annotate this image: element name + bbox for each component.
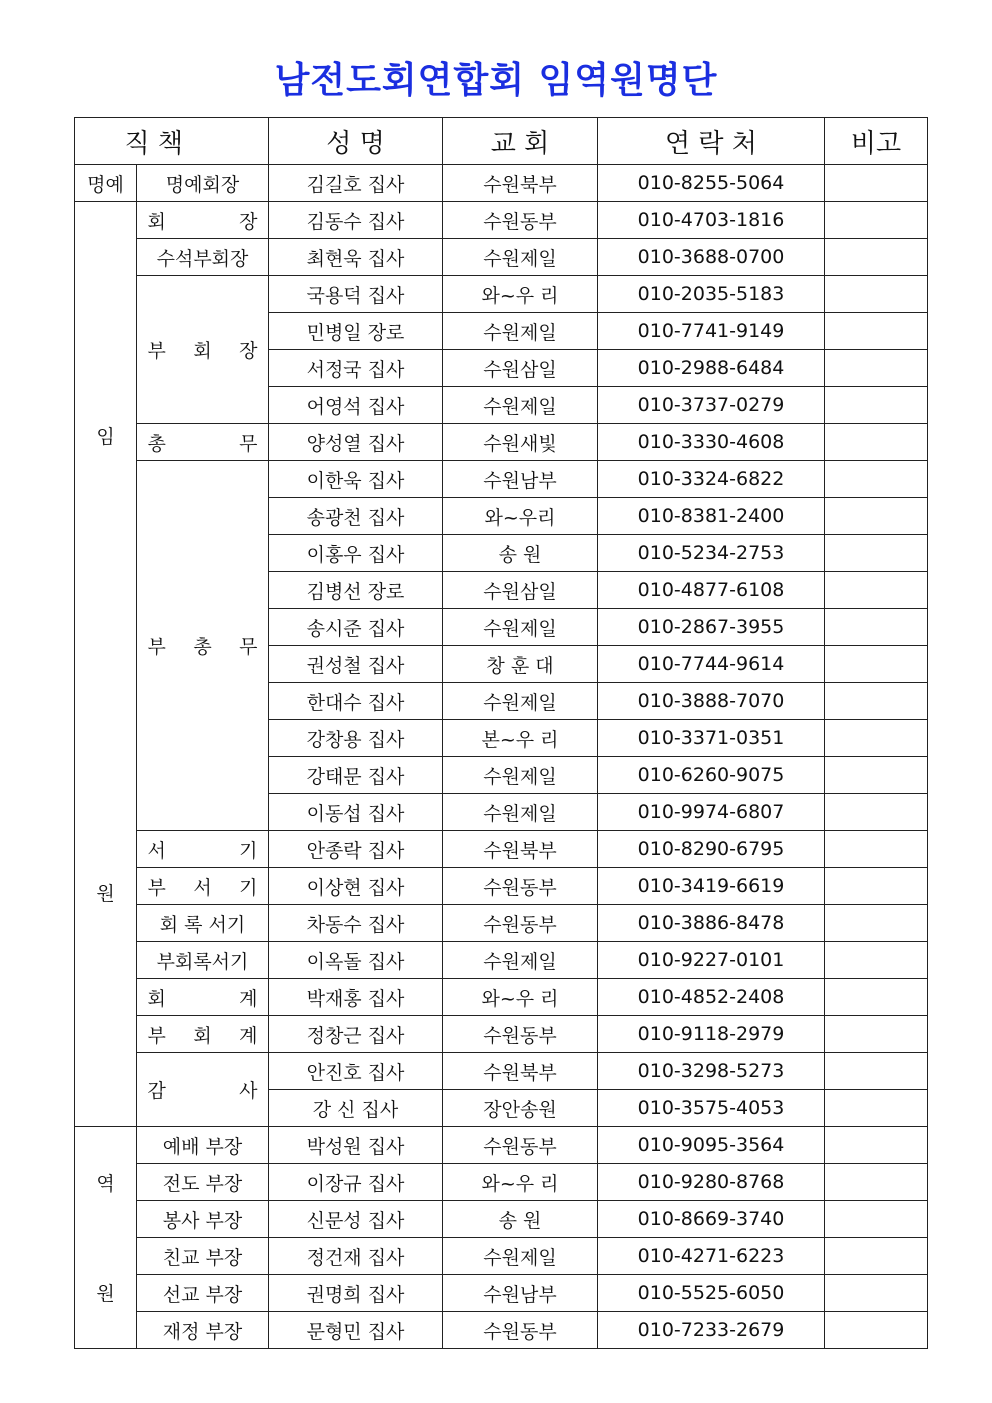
contact-cell: 010-4271-6223 <box>598 1238 825 1275</box>
contact-cell: 010-9227-0101 <box>598 942 825 979</box>
role-cell: 봉사 부장 <box>137 1201 269 1238</box>
contact-cell: 010-9280-8768 <box>598 1164 825 1201</box>
contact-cell: 010-8669-3740 <box>598 1201 825 1238</box>
name-cell: 박재홍 집사 <box>269 979 443 1016</box>
contact-cell: 010-7744-9614 <box>598 646 825 683</box>
table-row <box>75 1016 928 1053</box>
church-cell: 수원북부 <box>443 165 598 202</box>
note-cell <box>825 831 928 868</box>
contact-cell: 010-2035-5183 <box>598 276 825 313</box>
name-cell: 국용덕 집사 <box>269 276 443 313</box>
name-cell: 김길호 집사 <box>269 165 443 202</box>
name-cell: 강태문 집사 <box>269 757 443 794</box>
note-cell <box>825 1275 928 1312</box>
note-cell <box>825 942 928 979</box>
name-cell: 민병일 장로 <box>269 313 443 350</box>
church-cell: 본~우 리 <box>443 720 598 757</box>
table-row <box>75 165 928 202</box>
role-cell <box>137 831 269 868</box>
church-cell: 수원제일 <box>443 683 598 720</box>
contact-cell: 010-3330-4608 <box>598 424 825 461</box>
church-cell: 송 원 <box>443 1201 598 1238</box>
name-cell: 박성원 집사 <box>269 1127 443 1164</box>
name-cell: 차동수 집사 <box>269 905 443 942</box>
name-cell: 강창용 집사 <box>269 720 443 757</box>
note-cell <box>825 609 928 646</box>
table-row <box>75 202 928 239</box>
table-row <box>75 905 928 942</box>
church-cell: 와~우 리 <box>443 979 598 1016</box>
role-label: 회 계 <box>147 987 258 1010</box>
note-cell <box>825 905 928 942</box>
table-row <box>75 831 928 868</box>
note-cell <box>825 313 928 350</box>
contact-cell: 010-3688-0700 <box>598 239 825 276</box>
name-cell: 신문성 집사 <box>269 1201 443 1238</box>
church-cell: 창 훈 대 <box>443 646 598 683</box>
contact-cell: 010-8255-5064 <box>598 165 825 202</box>
name-cell: 최현욱 집사 <box>269 239 443 276</box>
church-cell: 송 원 <box>443 535 598 572</box>
church-cell: 와~우리 <box>443 498 598 535</box>
name-cell: 문형민 집사 <box>269 1312 443 1349</box>
church-cell: 수원삼일 <box>443 350 598 387</box>
table-row <box>75 461 928 498</box>
church-cell: 수원동부 <box>443 1016 598 1053</box>
role-cell: 회 록 서기 <box>137 905 269 942</box>
contact-cell: 010-6260-9075 <box>598 757 825 794</box>
header-note: 비고 <box>825 118 928 165</box>
role-cell <box>137 1016 269 1053</box>
contact-cell: 010-2988-6484 <box>598 350 825 387</box>
group-officers <box>75 202 137 1127</box>
church-cell: 수원동부 <box>443 1127 598 1164</box>
name-cell: 강 신 집사 <box>269 1090 443 1127</box>
table-row <box>75 1238 928 1275</box>
note-cell <box>825 720 928 757</box>
contact-cell: 010-8290-6795 <box>598 831 825 868</box>
role-cell <box>137 424 269 461</box>
contact-cell: 010-3886-8478 <box>598 905 825 942</box>
role-label: 서 기 <box>147 839 258 862</box>
church-cell: 수원제일 <box>443 239 598 276</box>
contact-cell: 010-8381-2400 <box>598 498 825 535</box>
group-label: 원 <box>96 883 115 906</box>
note-cell <box>825 202 928 239</box>
name-cell: 김동수 집사 <box>269 202 443 239</box>
page-title: 남전도회연합회 임역원명단 <box>274 60 718 101</box>
role-label: 회 장 <box>147 210 258 233</box>
church-cell: 수원동부 <box>443 202 598 239</box>
church-cell: 수원동부 <box>443 905 598 942</box>
group-staff <box>75 1127 137 1349</box>
group-honorary: 명예 <box>75 165 137 202</box>
header-row <box>75 118 928 165</box>
contact-cell: 010-3419-6619 <box>598 868 825 905</box>
contact-cell: 010-7233-2679 <box>598 1312 825 1349</box>
contact-cell: 010-3575-4053 <box>598 1090 825 1127</box>
role-cell: 선교 부장 <box>137 1275 269 1312</box>
header-church: 교 회 <box>443 118 598 165</box>
contact-cell: 010-5234-2753 <box>598 535 825 572</box>
church-cell: 수원제일 <box>443 313 598 350</box>
role-cell: 명예회장 <box>137 165 269 202</box>
note-cell <box>825 387 928 424</box>
role-label: 부 회 장 <box>147 340 258 362</box>
name-cell: 양성열 집사 <box>269 424 443 461</box>
role-cell <box>137 276 269 424</box>
contact-cell: 010-3888-7070 <box>598 683 825 720</box>
role-label: 부 회 계 <box>147 1024 258 1047</box>
note-cell <box>825 1127 928 1164</box>
name-cell: 정건재 집사 <box>269 1238 443 1275</box>
contact-cell: 010-3371-0351 <box>598 720 825 757</box>
church-cell: 수원동부 <box>443 868 598 905</box>
table-row <box>75 1312 928 1349</box>
name-cell: 송시준 집사 <box>269 609 443 646</box>
role-label: 부 총 무 <box>147 636 258 658</box>
contact-cell: 010-9974-6807 <box>598 794 825 831</box>
group-label: 역 <box>96 1173 115 1196</box>
name-cell: 송광천 집사 <box>269 498 443 535</box>
name-cell: 권명희 집사 <box>269 1275 443 1312</box>
contact-cell: 010-4852-2408 <box>598 979 825 1016</box>
role-cell <box>137 868 269 905</box>
contact-cell: 010-9118-2979 <box>598 1016 825 1053</box>
church-cell: 수원남부 <box>443 1275 598 1312</box>
church-cell: 장안송원 <box>443 1090 598 1127</box>
role-cell <box>137 202 269 239</box>
group-label: 원 <box>96 1282 115 1305</box>
church-cell: 수원남부 <box>443 461 598 498</box>
note-cell <box>825 868 928 905</box>
role-cell: 전도 부장 <box>137 1164 269 1201</box>
name-cell: 이동섭 집사 <box>269 794 443 831</box>
role-label: 감 사 <box>147 1080 258 1102</box>
table-row <box>75 1275 928 1312</box>
name-cell: 한대수 집사 <box>269 683 443 720</box>
name-cell: 권성철 집사 <box>269 646 443 683</box>
note-cell <box>825 646 928 683</box>
note-cell <box>825 979 928 1016</box>
church-cell: 수원제일 <box>443 942 598 979</box>
role-cell <box>137 1053 269 1127</box>
church-cell: 수원새빛 <box>443 424 598 461</box>
table-row <box>75 1127 928 1164</box>
note-cell <box>825 1238 928 1275</box>
name-cell: 어영석 집사 <box>269 387 443 424</box>
contact-cell: 010-9095-3564 <box>598 1127 825 1164</box>
table-row <box>75 1053 928 1090</box>
name-cell: 이한욱 집사 <box>269 461 443 498</box>
church-cell: 와~우 리 <box>443 1164 598 1201</box>
name-cell: 이홍우 집사 <box>269 535 443 572</box>
header-position: 직 책 <box>75 118 269 165</box>
church-cell: 수원북부 <box>443 831 598 868</box>
name-cell: 정창근 집사 <box>269 1016 443 1053</box>
contact-cell: 010-4703-1816 <box>598 202 825 239</box>
role-label: 총 무 <box>147 432 258 455</box>
header-contact: 연 락 처 <box>598 118 825 165</box>
table-row <box>75 1201 928 1238</box>
role-cell: 예배 부장 <box>137 1127 269 1164</box>
note-cell <box>825 683 928 720</box>
table-row <box>75 979 928 1016</box>
table-row <box>75 424 928 461</box>
note-cell <box>825 757 928 794</box>
table-row <box>75 239 928 276</box>
contact-cell: 010-3324-6822 <box>598 461 825 498</box>
contact-cell: 010-3737-0279 <box>598 387 825 424</box>
note-cell <box>825 1053 928 1090</box>
role-cell <box>137 461 269 831</box>
note-cell <box>825 350 928 387</box>
note-cell <box>825 794 928 831</box>
note-cell <box>825 498 928 535</box>
note-cell <box>825 1164 928 1201</box>
note-cell <box>825 535 928 572</box>
church-cell: 수원동부 <box>443 1312 598 1349</box>
name-cell: 이상현 집사 <box>269 868 443 905</box>
note-cell <box>825 239 928 276</box>
note-cell <box>825 572 928 609</box>
note-cell <box>825 276 928 313</box>
table-row <box>75 868 928 905</box>
role-cell <box>137 979 269 1016</box>
contact-cell: 010-3298-5273 <box>598 1053 825 1090</box>
role-cell: 재정 부장 <box>137 1312 269 1349</box>
officers-table <box>74 117 928 1349</box>
contact-cell: 010-7741-9149 <box>598 313 825 350</box>
table-row <box>75 276 928 313</box>
contact-cell: 010-2867-3955 <box>598 609 825 646</box>
table-row <box>75 942 928 979</box>
table-row <box>75 1164 928 1201</box>
note-cell <box>825 424 928 461</box>
contact-cell: 010-4877-6108 <box>598 572 825 609</box>
church-cell: 수원삼일 <box>443 572 598 609</box>
role-cell: 수석부회장 <box>137 239 269 276</box>
header-name: 성 명 <box>269 118 443 165</box>
church-cell: 와~우 리 <box>443 276 598 313</box>
note-cell <box>825 1201 928 1238</box>
note-cell <box>825 165 928 202</box>
church-cell: 수원제일 <box>443 387 598 424</box>
contact-cell: 010-5525-6050 <box>598 1275 825 1312</box>
note-cell <box>825 1312 928 1349</box>
note-cell <box>825 1016 928 1053</box>
church-cell: 수원제일 <box>443 1238 598 1275</box>
church-cell: 수원제일 <box>443 757 598 794</box>
name-cell: 안종락 집사 <box>269 831 443 868</box>
name-cell: 이옥돌 집사 <box>269 942 443 979</box>
role-label: 부 서 기 <box>147 876 258 899</box>
note-cell <box>825 1090 928 1127</box>
role-cell: 친교 부장 <box>137 1238 269 1275</box>
name-cell: 김병선 장로 <box>269 572 443 609</box>
church-cell: 수원제일 <box>443 794 598 831</box>
role-cell: 부회록서기 <box>137 942 269 979</box>
note-cell <box>825 461 928 498</box>
name-cell: 이장규 집사 <box>269 1164 443 1201</box>
church-cell: 수원북부 <box>443 1053 598 1090</box>
group-label: 임 <box>96 425 115 448</box>
name-cell: 안진호 집사 <box>269 1053 443 1090</box>
name-cell: 서정국 집사 <box>269 350 443 387</box>
church-cell: 수원제일 <box>443 609 598 646</box>
